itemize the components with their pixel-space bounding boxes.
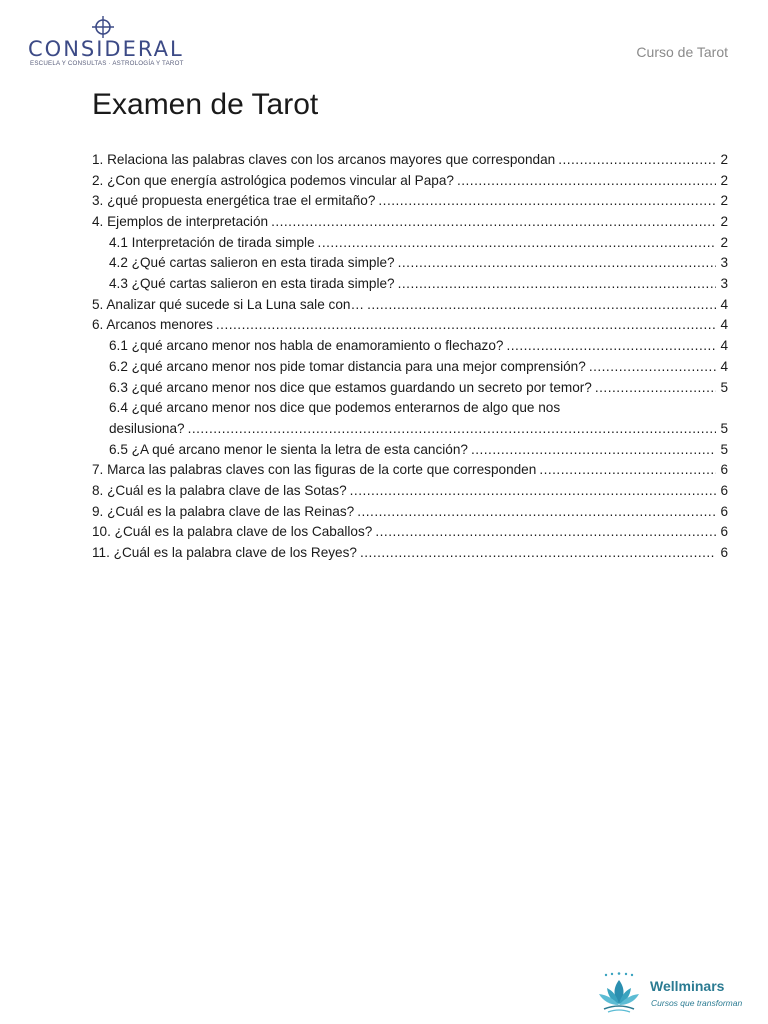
wellminars-logo [596, 972, 756, 1016]
toc-leader [471, 440, 716, 461]
toc-entry-8[interactable] [92, 481, 728, 502]
toc-entry-4-3[interactable] [92, 274, 728, 295]
toc-entry-4[interactable] [92, 212, 728, 233]
toc-page-number: 2 [720, 193, 728, 209]
toc-entry-6-2[interactable] [92, 357, 728, 378]
logo-tagline: ESCUELA Y CONSULTAS · ASTROLOGÍA Y TAROT [30, 60, 184, 67]
toc-leader [271, 212, 716, 233]
toc-leader [457, 171, 716, 192]
toc-entry-text: 8. ¿Cuál es la palabra clave de las Sotas? [92, 483, 347, 498]
toc-page-number: 6 [720, 483, 728, 498]
toc-page-number: 6 [720, 524, 728, 540]
toc-entry-6-4[interactable] [92, 398, 728, 439]
toc-entry-text: 6. Arcanos menores [92, 317, 213, 333]
toc-entry-1[interactable] [92, 150, 728, 171]
toc-leader [398, 253, 716, 274]
toc-entry-text: 1. Relaciona las palabras claves con los arcanos mayores que correspondan [92, 151, 556, 167]
toc-page-number: 3 [720, 276, 728, 292]
toc-entry-text: 7. Marca las palabras claves con las figuras de la corte que corresponden [92, 462, 537, 478]
crosshair-globe-icon [92, 16, 114, 38]
toc-entry-text-continued: desilusiona? [109, 420, 185, 436]
toc-page-number: 2 [720, 214, 728, 230]
toc-entry-text: 6.3 ¿qué arcano menor nos dice que estamos guardando un secreto por temor? [109, 379, 592, 395]
toc-leader [375, 522, 716, 543]
toc-page-number: 5 [720, 379, 728, 395]
consideral-logo [28, 14, 198, 74]
toc-entry-text: 4.1 Interpretación de tirada simple [109, 234, 315, 250]
toc-page-number: 2 [720, 151, 728, 167]
toc-entry-10[interactable] [92, 522, 728, 543]
toc-entry-text: 6.4 ¿qué arcano menor nos dice que podemos enterarnos de algo que nos [109, 400, 561, 416]
toc-entry-text: 4. Ejemplos de interpretación [92, 214, 269, 230]
lotus-icon [596, 972, 642, 1014]
toc-leader [378, 191, 716, 212]
toc-page-number: 5 [720, 441, 728, 457]
toc-entry-6[interactable] [92, 316, 728, 337]
toc-page-number: 6 [720, 545, 728, 561]
toc-page-number: 4 [720, 296, 728, 312]
toc-entry-6-3[interactable] [92, 378, 728, 399]
page-title: Examen de Tarot [92, 88, 319, 121]
toc-entry-text: 5. Analizar qué sucede si La Luna sale con… [92, 296, 365, 312]
toc-page-number: 2 [720, 234, 728, 250]
toc-leader [350, 481, 716, 502]
toc-entry-text: 6.2 ¿qué arcano menor nos pide tomar distancia para una mejor comprensión? [109, 358, 586, 374]
toc-page-number: 3 [720, 255, 728, 271]
toc-leader [188, 419, 716, 440]
toc-page-number: 4 [720, 358, 728, 374]
toc-page-number: 6 [720, 462, 728, 478]
toc-entry-text: 4.2 ¿Qué cartas salieron en esta tirada simple? [109, 255, 395, 271]
toc-page-number: 2 [720, 172, 728, 188]
toc-entry-2[interactable] [92, 171, 728, 192]
toc-entry-4-1[interactable] [92, 233, 728, 254]
toc-entry-9[interactable] [92, 502, 728, 523]
toc-leader [589, 357, 716, 378]
toc-leader [367, 295, 716, 316]
brand-tagline: Cursos que transforman [651, 998, 743, 1008]
toc-leader [398, 274, 716, 295]
toc-leader [595, 378, 716, 399]
toc-entry-text: 3. ¿qué propuesta energética trae el ermitaño? [92, 193, 376, 209]
toc-entry-text: 6.1 ¿qué arcano menor nos habla de enamoramiento o flechazo? [109, 338, 504, 354]
toc-entry-5[interactable] [92, 295, 728, 316]
toc-page-number: 4 [720, 338, 728, 354]
course-title: Curso de Tarot [636, 44, 728, 60]
toc-entry-text: 11. ¿Cuál es la palabra clave de los Reyes? [92, 545, 357, 561]
toc-entry-4-2[interactable] [92, 253, 728, 274]
toc-entry-text: 2. ¿Con que energía astrológica podemos vincular al Papa? [92, 172, 454, 188]
toc-page-number: 6 [720, 503, 728, 519]
toc-leader [506, 336, 716, 357]
logo-wordmark: CONSIDERAL [28, 37, 184, 61]
toc-leader [318, 233, 716, 254]
toc-entry-6-5[interactable] [92, 440, 728, 461]
table-of-contents [92, 150, 728, 564]
brand-name: Wellminars [650, 978, 725, 994]
toc-page-number: 4 [720, 317, 728, 333]
toc-entry-7[interactable] [92, 460, 728, 481]
toc-leader [216, 315, 716, 336]
toc-leader [539, 460, 716, 481]
toc-leader [357, 502, 716, 523]
toc-leader [360, 543, 716, 564]
toc-entry-3[interactable] [92, 191, 728, 212]
toc-entry-text: 6.5 ¿A qué arcano menor le sienta la letra de esta canción? [109, 441, 468, 457]
toc-leader [558, 150, 716, 171]
toc-entry-text: 9. ¿Cuál es la palabra clave de las Reinas? [92, 503, 355, 519]
toc-page-number: 5 [720, 420, 728, 436]
toc-entry-6-1[interactable] [92, 336, 728, 357]
toc-entry-11[interactable] [92, 543, 728, 564]
toc-entry-text: 4.3 ¿Qué cartas salieron en esta tirada simple? [109, 276, 395, 292]
toc-entry-text: 10. ¿Cuál es la palabra clave de los Caballos? [92, 524, 373, 540]
